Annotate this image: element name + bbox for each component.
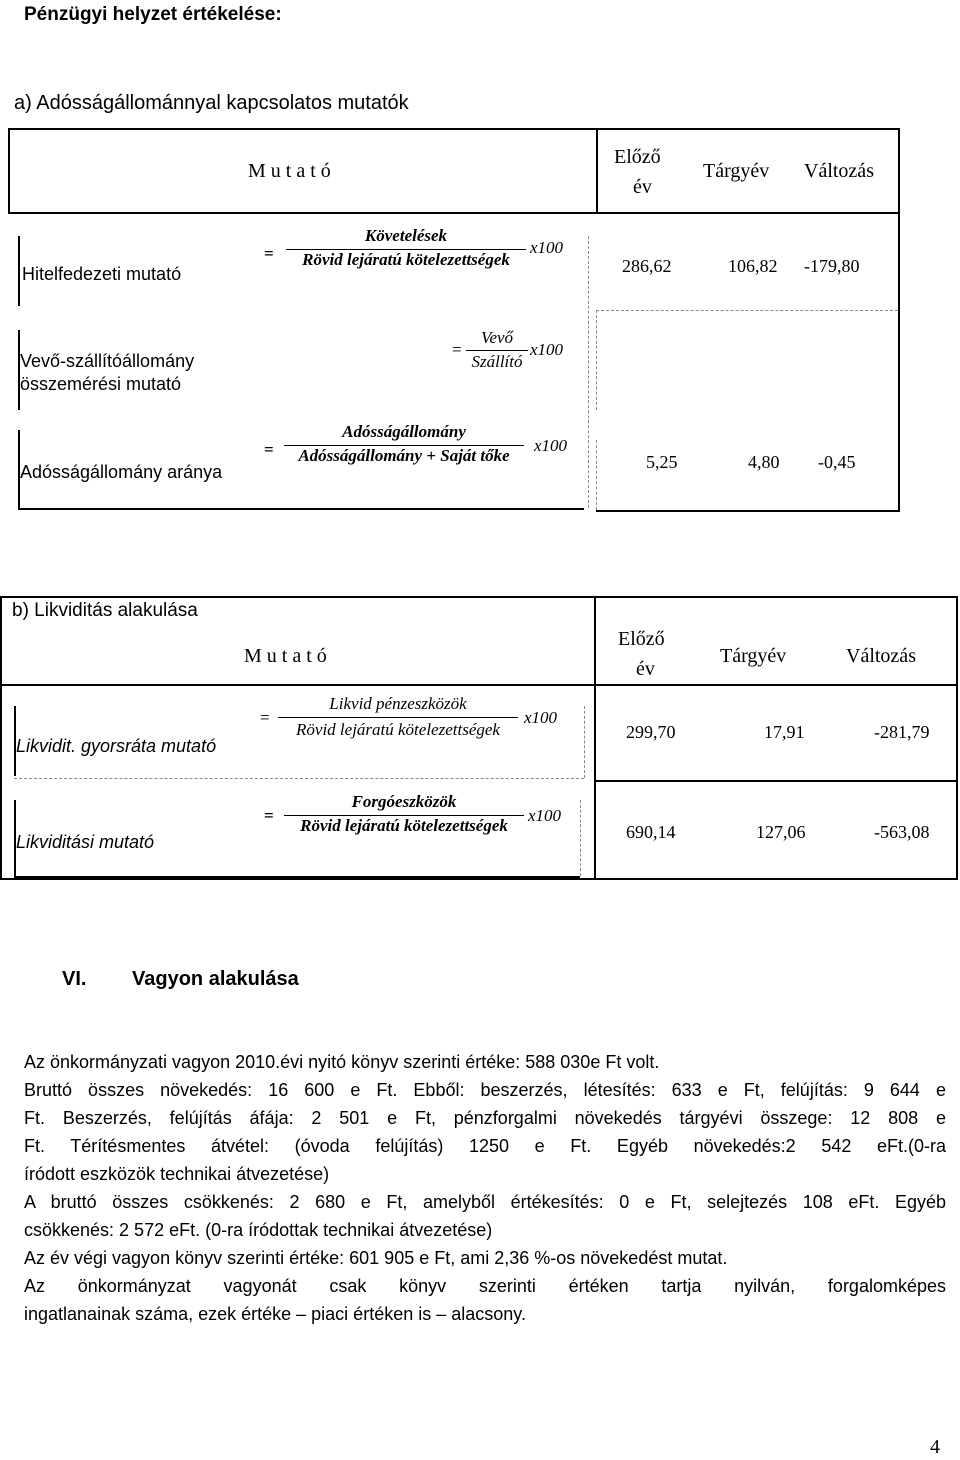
dashed-divider [596,310,597,410]
table-b-bottom-border [0,878,958,880]
equals-sign: = [260,708,270,727]
table-b-divider [594,596,596,880]
table-a-divider [596,128,598,214]
table-a-left-border [8,128,10,214]
header-valtozas: Változás [846,645,916,667]
table-a-top-border [8,128,900,130]
formula-fraction [286,226,526,270]
value-prev: 5,25 [646,452,678,472]
paragraph-line: csökkenés: 2 572 eFt. (0-ra íródottak technikai átvezetése) [24,1220,493,1240]
dashed-divider [596,310,898,311]
fraction-line [284,815,524,816]
row-bar [18,236,20,306]
numerator: Forgóeszközök [351,792,457,811]
formula-fraction [278,694,518,740]
paragraph-line: Az önkormányzat vagyonát csak könyv szerinti értéken tartja nyilván, forgalomképes [24,1276,946,1296]
fraction-line [466,350,528,351]
section-vi-body [24,1048,946,1328]
value-prev: 690,14 [626,822,676,842]
multiplier: x100 [534,436,568,455]
denominator: Rövid lejáratú kötelezettségek [302,250,510,269]
section-vi-title: Vagyon alakulása [132,968,299,990]
value-prev: 286,62 [622,256,672,276]
header-ev: év [633,176,652,198]
header-elozo: Előző [618,628,665,650]
paragraph-line: Ft. Beszerzés, felújítás áfája: 2 501 e Ft, pénzforgalmi növekedés tárgyévi összege: 12 808 e [24,1108,946,1128]
header-targyev: Tárgyév [703,160,770,182]
header-ev: év [636,658,655,680]
numerator: Likvid pénzeszközök [329,694,467,713]
table-a-header-bottom [8,212,900,214]
table-b-row-divider [594,780,958,782]
value-change: -563,08 [874,822,930,842]
table-a-bottom-right [596,510,900,512]
header-mutato: M u t a t ó [248,160,331,182]
table-b-top-border [0,596,958,598]
row-name: Likviditási mutató [16,832,155,852]
row-name: Vevő-szállítóállomány összemérési mutató [20,351,195,394]
numerator: Adósságállomány [342,422,466,441]
formula-fraction [284,792,524,836]
paragraph-line: Ft. Térítésmentes átvétel: (óvoda felújítás) 1250 e Ft. Egyéb növekedés:2 542 eFt.(0-ra [24,1136,946,1156]
page-heading: Pénzügyi helyzet értékelése: [24,4,282,25]
numerator: Vevő [480,328,514,347]
multiplier: x100 [530,340,564,359]
paragraph-line: ingatlanainak száma, ezek értéke – piaci értéken is – alacsony. [24,1304,526,1324]
row-name: Hitelfedezeti mutató [22,264,182,284]
multiplier: x100 [530,238,564,257]
value-change: -281,79 [874,722,930,742]
denominator: Szállító [471,352,523,371]
fraction-line [278,717,518,718]
row-underline [14,876,580,878]
header-mutato: M u t a t ó [244,645,327,667]
denominator: Adósságállomány + Saját tőke [298,446,510,465]
denominator: Rövid lejáratú kötelezettségek [296,720,500,739]
fraction-line [284,445,524,446]
table-b-header-bottom [0,684,958,686]
equals-sign: = [264,244,274,263]
paragraph-line: íródott eszközök technikai átvezetése) [24,1164,330,1184]
row-name: Adósságállomány aránya [20,462,223,482]
denominator: Rövid lejáratú kötelezettségek [300,816,508,835]
header-targyev: Tárgyév [720,645,787,667]
row-name: Likvidit. gyorsráta mutató [16,736,217,756]
paragraph-line: Az önkormányzati vagyon 2010.évi nyitó könyv szerinti értéke: 588 030e Ft volt. [24,1052,660,1072]
header-valtozas: Változás [804,160,874,182]
value-change: -0,45 [818,452,856,472]
dashed-divider [580,800,581,876]
value-curr: 127,06 [756,822,806,842]
dashed-divider [14,778,584,779]
numerator: Követelések [364,226,448,245]
section-a-title: a) Adósságállománnyal kapcsolatos mutatók [14,92,409,114]
value-curr: 4,80 [748,452,780,472]
fraction-line [286,249,526,250]
equals-sign: = [264,440,274,459]
section-vi-number: VI. [62,968,87,990]
table-b-right-border [956,596,958,880]
value-change: -179,80 [804,256,860,276]
paragraph-line: Bruttó összes növekedés: 16 600 e Ft. Ebből: beszerzés, létesítés: 633 e Ft, felújítás: 9 644 e [24,1080,946,1100]
formula-fraction [466,328,528,372]
header-elozo: Előző [614,146,661,168]
paragraph-line: A bruttó összes csökkenés: 2 680 e Ft, amelyből értékesítés: 0 e Ft, selejtezés 108 eFt. Egyéb [24,1192,946,1212]
table-b-left-border [0,596,2,880]
table-a-bottom-left [18,508,584,510]
section-b-title: b) Likviditás alakulása [12,600,198,621]
formula-fraction [284,422,524,466]
equals-sign: = [264,806,274,825]
paragraph-line: Az év végi vagyon könyv szerinti értéke: 601 905 e Ft, ami 2,36 %-os növekedést mutat. [24,1248,728,1268]
table-a-right-border [898,128,900,512]
multiplier: x100 [524,708,558,727]
value-curr: 17,91 [764,722,805,742]
value-prev: 299,70 [626,722,676,742]
dashed-divider [584,706,585,778]
multiplier: x100 [528,806,562,825]
page-number: 4 [930,1436,940,1458]
dashed-divider [596,440,597,510]
equals-sign: = [452,340,462,359]
value-curr: 106,82 [728,256,778,276]
dashed-divider [588,236,589,508]
